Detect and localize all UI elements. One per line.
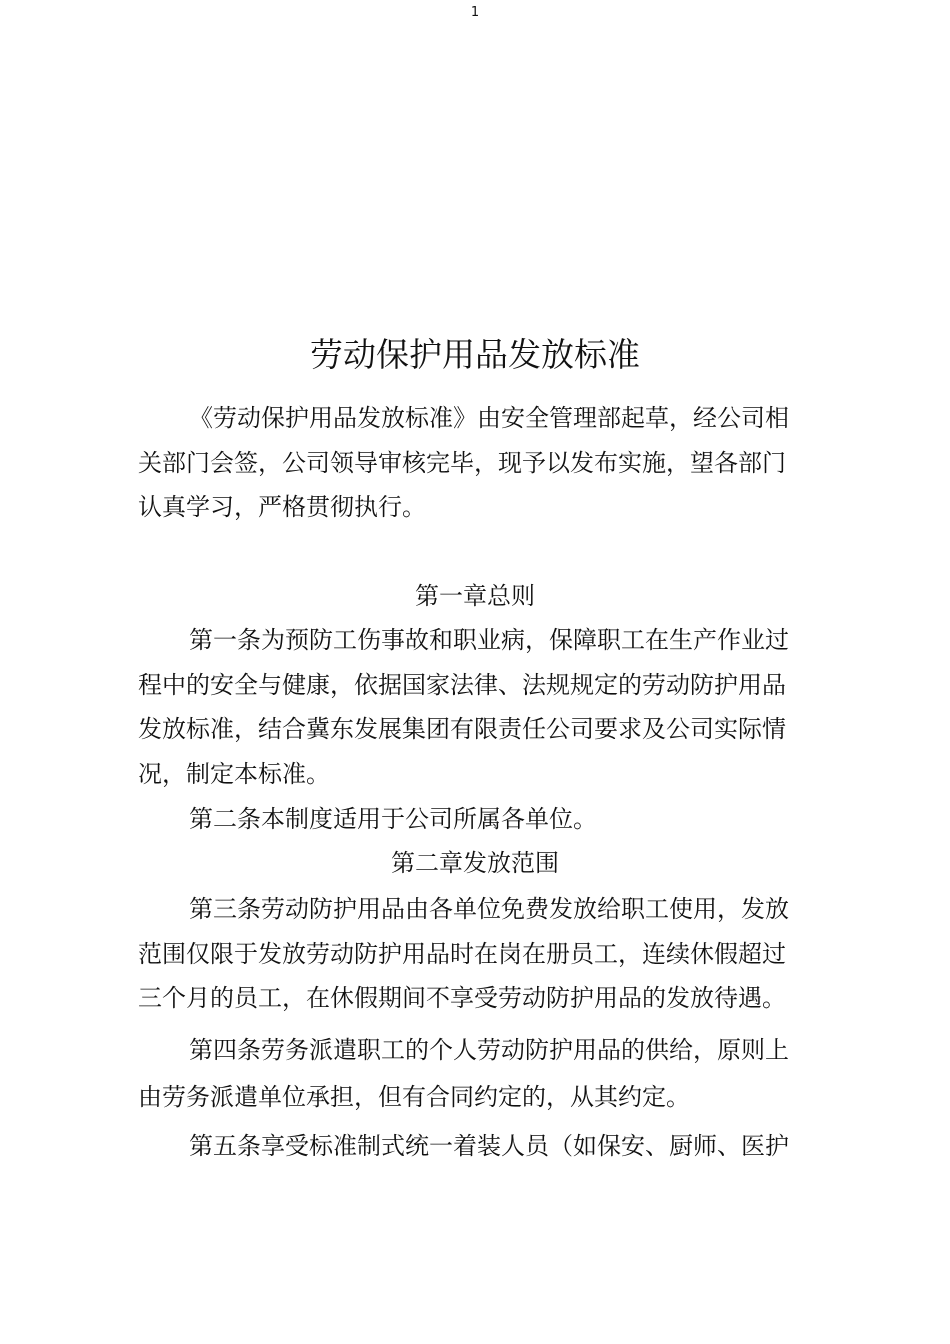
chapter-heading-2: 第二章发放范围 (391, 849, 559, 877)
article-3: 第三条劳动防护用品由各单位免费发放给职工使用，发放范围仅限于发放劳动防护用品时在岗在册员工，连续休假超过三个月的员工，在休假期间不享受劳动防护用品的发放待遇。 (138, 895, 789, 1012)
document-title: 劳动保护用品发放标准 (310, 335, 640, 374)
article-5: 第五条享受标准制式统一着装人员（如保安、厨师、医护 (189, 1132, 789, 1160)
article-4: 第四条劳务派遣职工的个人劳动防护用品的供给，原则上由劳务派遣单位承担，但有合同约定的，从其约定。 (138, 1036, 789, 1111)
article-2: 第二条本制度适用于公司所属各单位。 (189, 805, 597, 833)
article-1: 第一条为预防工伤事故和职业病，保障职工在生产作业过程中的安全与健康，依据国家法律、法规规定的劳动防护用品发放标准，结合冀东发展集团有限责任公司要求及公司实际情况，制定本标准。 (138, 626, 789, 788)
chapter-heading-1: 第一章总则 (415, 582, 535, 610)
intro-paragraph: 《劳动保护用品发放标准》由安全管理部起草，经公司相关部门会签，公司领导审核完毕，现予以发布实施，望各部门认真学习，严格贯彻执行。 (138, 404, 789, 521)
page-number: 1 (470, 5, 480, 20)
